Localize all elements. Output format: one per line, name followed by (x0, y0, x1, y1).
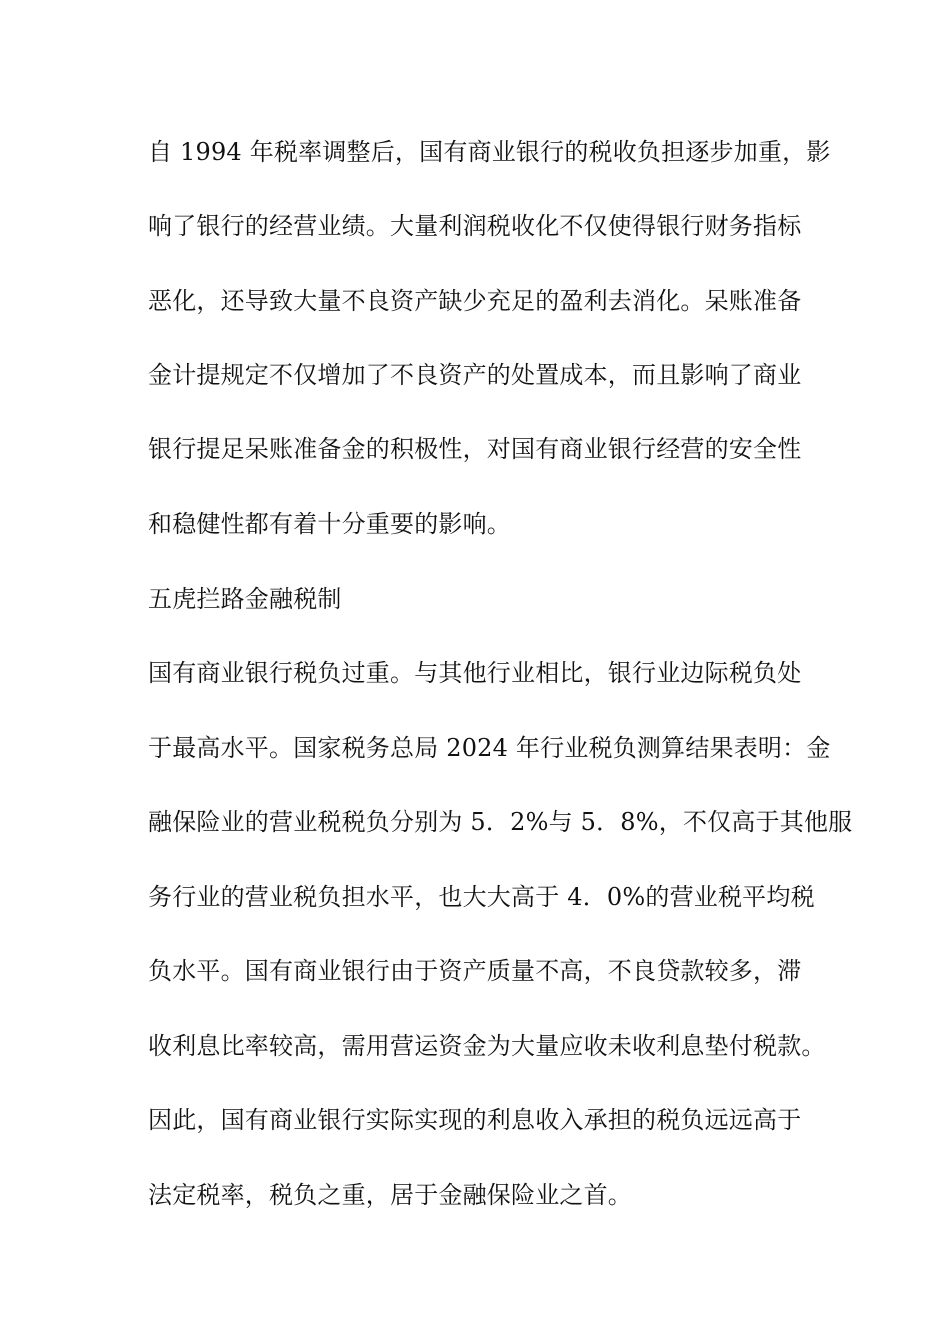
paragraph-1-line-2: 响了银行的经营业绩。大量利润税收化不仅使得银行财务指标 (148, 212, 802, 240)
paragraph-2-line-8: 法定税率，税负之重，居于金融保险业之首。 (148, 1181, 632, 1209)
paragraph-2-line-1: 国有商业银行税负过重。与其他行业相比，银行业边际税负处 (148, 659, 802, 687)
paragraph-1-line-3: 恶化，还导致大量不良资产缺少充足的盈利去消化。呆账准备 (148, 287, 802, 315)
paragraph-2-line-4: 务行业的营业税负担水平，也大大高于 4．0%的营业税平均税 (148, 883, 815, 911)
paragraph-2-line-3: 融保险业的营业税税负分别为 5．2%与 5．8%，不仅高于其他服 (148, 808, 853, 836)
paragraph-1-line-5: 银行提足呆账准备金的积极性，对国有商业银行经营的安全性 (148, 435, 802, 463)
paragraph-1-line-1: 自 1994 年税率调整后，国有商业银行的税收负担逐步加重，影 (148, 138, 831, 166)
paragraph-2-line-7: 因此，国有商业银行实际实现的利息收入承担的税负远远高于 (148, 1106, 802, 1134)
paragraph-1-line-4: 金计提规定不仅增加了不良资产的处置成本，而且影响了商业 (148, 361, 802, 389)
paragraph-2-line-5: 负水平。国有商业银行由于资产质量不高，不良贷款较多，滞 (148, 957, 802, 985)
section-heading: 五虎拦路金融税制 (148, 585, 342, 613)
paragraph-1-line-6: 和稳健性都有着十分重要的影响。 (148, 510, 511, 538)
paragraph-2-line-2: 于最高水平。国家税务总局 2024 年行业税负测算结果表明：金 (148, 734, 831, 762)
paragraph-2-line-6: 收利息比率较高，需用营运资金为大量应收未收利息垫付税款。 (148, 1032, 826, 1060)
